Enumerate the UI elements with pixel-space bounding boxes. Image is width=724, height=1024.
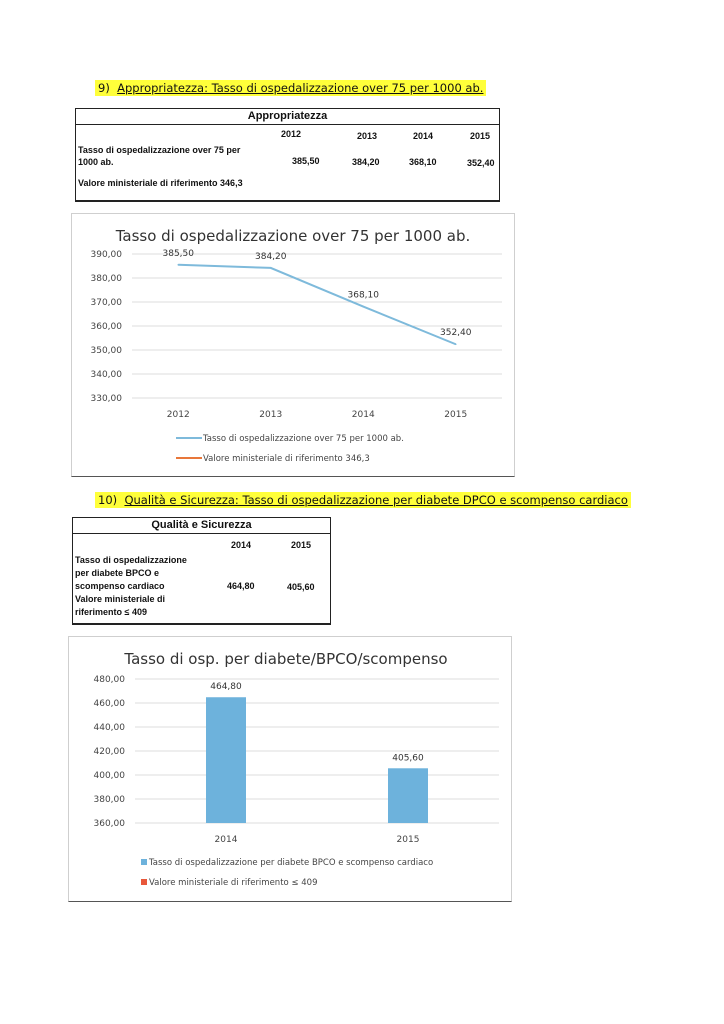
y-tick-label: 360,00	[93, 819, 125, 829]
year-header: 2015	[291, 540, 312, 550]
line-chart-frame	[71, 213, 515, 477]
chart-title: Tasso di ospedalizzazione over 75 per 1000 ab.	[115, 227, 471, 245]
reference-label: Valore ministeriale di	[75, 594, 166, 604]
y-tick-label: 370,00	[90, 298, 122, 308]
x-tick-label: 2015	[444, 410, 468, 420]
table-title: Appropriatezza	[76, 109, 499, 125]
y-tick-label: 360,00	[90, 322, 122, 332]
x-tick-label: 2013	[259, 410, 283, 420]
legend-label: Valore ministeriale di riferimento 346,3	[203, 454, 370, 464]
x-tick-label: 2014	[214, 835, 238, 845]
data-point	[362, 306, 364, 308]
bar-chart	[69, 637, 511, 901]
y-tick-label: 480,00	[93, 675, 125, 685]
section-9-title: Appropriatezza: Tasso di ospedalizzazione over 75 per 1000 ab.	[117, 81, 484, 95]
data-point	[270, 267, 272, 269]
x-tick-label: 2014	[351, 410, 375, 420]
row-label: Tasso di ospedalizzazione over 75 per	[78, 145, 241, 155]
data-label: 352,40	[440, 328, 472, 339]
y-tick-label: 380,00	[90, 274, 122, 284]
data-label: 385,50	[162, 248, 194, 259]
y-tick-label: 440,00	[93, 723, 125, 733]
chart-title: Tasso di osp. per diabete/BPCO/scompenso	[124, 650, 448, 668]
x-tick-label: 2015	[396, 835, 420, 845]
bar	[206, 697, 246, 823]
table-cell: 384,20	[352, 157, 380, 167]
row-label: scompenso cardiaco	[75, 581, 165, 591]
data-label: 405,60	[392, 753, 424, 764]
bar-chart-frame	[68, 636, 512, 902]
year-header: 2015	[470, 131, 491, 141]
y-tick-label: 350,00	[90, 346, 122, 356]
table-cell: 368,10	[409, 157, 437, 167]
row-label: Tasso di ospedalizzazione	[75, 555, 187, 565]
legend-label: Tasso di ospedalizzazione over 75 per 1000 ab.	[203, 434, 404, 444]
reference-label: Valore ministeriale di riferimento 346,3	[78, 178, 243, 188]
section-9-heading	[95, 80, 486, 96]
qualita-sicurezza-table	[72, 517, 331, 625]
table-cell: 352,40	[467, 158, 495, 168]
reference-label: riferimento ≤ 409	[75, 607, 147, 617]
data-label: 368,10	[347, 290, 379, 301]
row-label: per diabete BPCO e	[75, 568, 160, 578]
table-cell: 464,80	[227, 581, 255, 591]
table-cell: 385,50	[292, 156, 320, 166]
y-tick-label: 460,00	[93, 699, 125, 709]
legend-label: Tasso di ospedalizzazione per diabete BPCO e scompenso cardiaco	[149, 858, 434, 868]
section-10-number: 10)	[98, 493, 118, 507]
appropriatezza-table	[75, 108, 500, 202]
y-tick-label: 380,00	[93, 795, 125, 805]
data-point	[177, 264, 179, 266]
data-label: 384,20	[255, 251, 287, 262]
year-header: 2014	[231, 540, 252, 550]
section-9-number: 9)	[98, 81, 110, 95]
section-10-heading	[95, 492, 631, 508]
table-cell: 405,60	[287, 582, 315, 592]
series-line	[178, 265, 456, 344]
data-label: 464,80	[210, 682, 242, 693]
data-point	[455, 343, 457, 345]
legend-swatch	[141, 859, 147, 865]
row-label: 1000 ab.	[78, 157, 114, 167]
year-header: 2014	[413, 131, 434, 141]
y-tick-label: 390,00	[90, 250, 122, 260]
year-header: 2012	[281, 129, 302, 139]
bar	[388, 768, 428, 823]
section-10-title: Qualità e Sicurezza: Tasso di ospedalizzazione per diabete DPCO e scompenso cardiaco	[124, 493, 628, 507]
y-tick-label: 330,00	[90, 394, 122, 404]
year-header: 2013	[357, 131, 378, 141]
y-tick-label: 420,00	[93, 747, 125, 757]
table-title: Qualità e Sicurezza	[73, 518, 330, 534]
legend-swatch	[141, 879, 147, 885]
x-tick-label: 2012	[166, 410, 190, 420]
legend-label: Valore ministeriale di riferimento ≤ 409	[149, 878, 318, 888]
line-chart	[72, 214, 514, 476]
y-tick-label: 400,00	[93, 771, 125, 781]
y-tick-label: 340,00	[90, 370, 122, 380]
